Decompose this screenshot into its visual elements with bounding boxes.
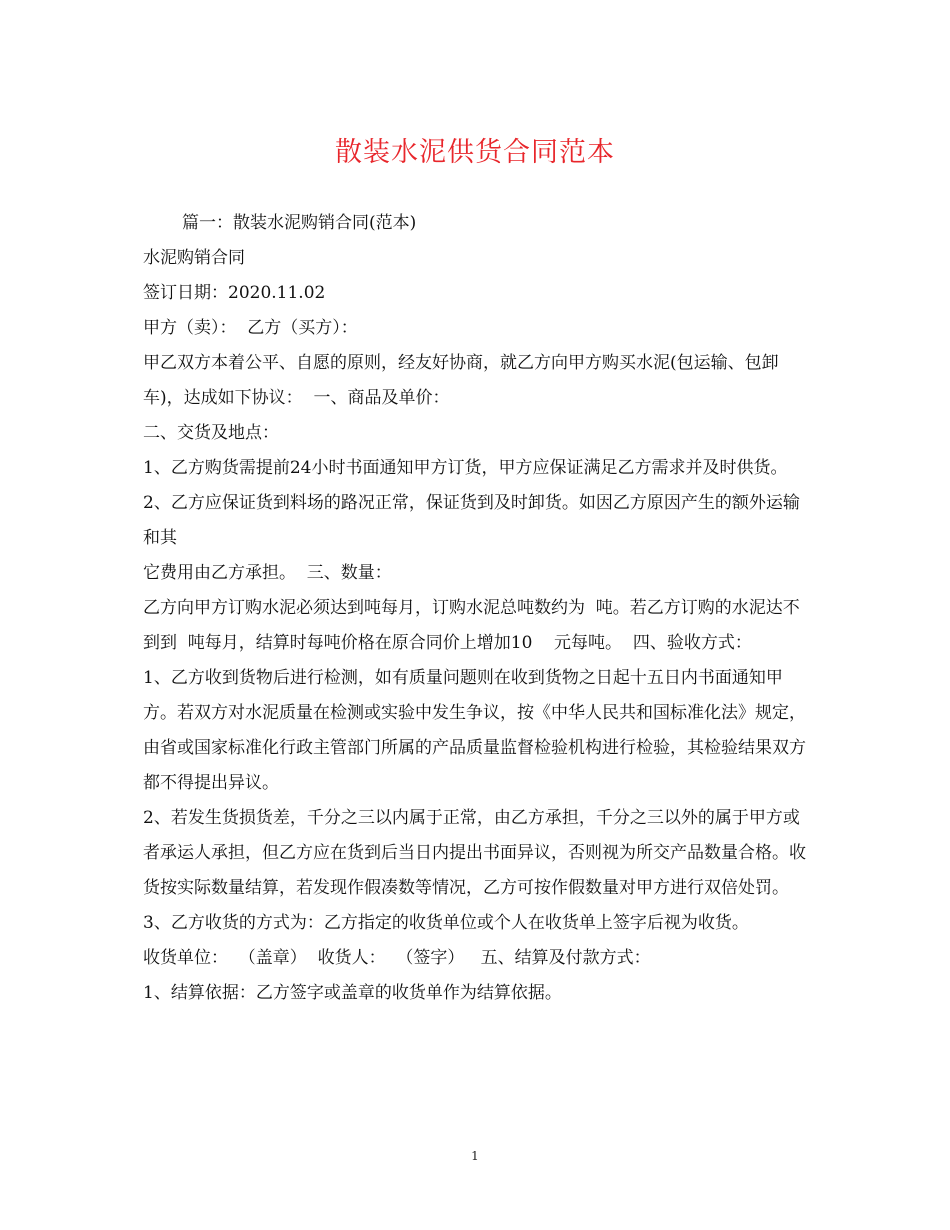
delivery-terms: 1、乙方购货需提前24小时书面通知甲方订货，甲方应保证满足乙方需求并及时供货。 2、乙方应保证货到料场的路况正常，保证货到及时卸货。如因乙方原因产生的额外运输和其 [143,458,800,548]
agreement-intro: 甲乙双方本着公平、自愿的原则，经友好协商，就乙方向甲方购买水泥(包运输、包卸车)，达成如下协议： 一、商品及单价： [143,353,779,408]
inspection-clause-2: 2、若发生货损货差，千分之三以内属于正常，由乙方承担，千分之三以外的属于甲方或者承运人承担，但乙方应在货到后当日内提出书面异议，否则视为所交产品数量合格。收货按实际数量结算，若发现作假凑数等情况，乙方可按作假数量对甲方进行双倍处罚。 [143,808,806,898]
receipt-signature-line: 收货单位： （盖章） 收货人： （签字） 五、结算及付款方式： [143,948,651,968]
parties-line: 甲方（卖）： 乙方（买方）： [143,318,358,338]
page-number: 1 [471,1149,479,1163]
contract-name: 水泥购销合同 [143,248,245,268]
settlement-clause-1: 1、结算依据：乙方签字或盖章的收货单作为结算依据。 [143,983,562,1003]
section-heading: 篇一：散装水泥购销合同(范本) [182,213,417,233]
delivery-heading: 二、交货及地点： [143,423,279,443]
inspection-clause-3: 3、乙方收货的方式为：乙方指定的收货单位或个人在收货单上签字后视为收货。 [143,913,749,933]
document-title: 散装水泥供货合同范本 [335,137,615,168]
signing-date: 签订日期：2020.11.02 [143,283,326,303]
quantity-terms: 乙方向甲方订购水泥必须达到吨每月，订购水泥总吨数约为 吨。若乙方订购的水泥达不到到 吨每月，结算时每吨价格在原合同价上增加10 元每吨。 四、验收方式： [143,598,800,653]
document-body [143,206,811,1011]
quantity-heading: 它费用由乙方承担。 三、数量： [143,563,392,583]
inspection-clause-1: 1、乙方收到货物后进行检测，如有质量问题则在收到货物之日起十五日内书面通知甲方。若双方对水泥质量在检测或实验中发生争议，按《中华人民共和国标准化法》规定，由省或国家标准化行政主管部门所属的产品质量监督检验机构进行检验，其检验结果双方都不得提出异议。 [143,668,806,793]
